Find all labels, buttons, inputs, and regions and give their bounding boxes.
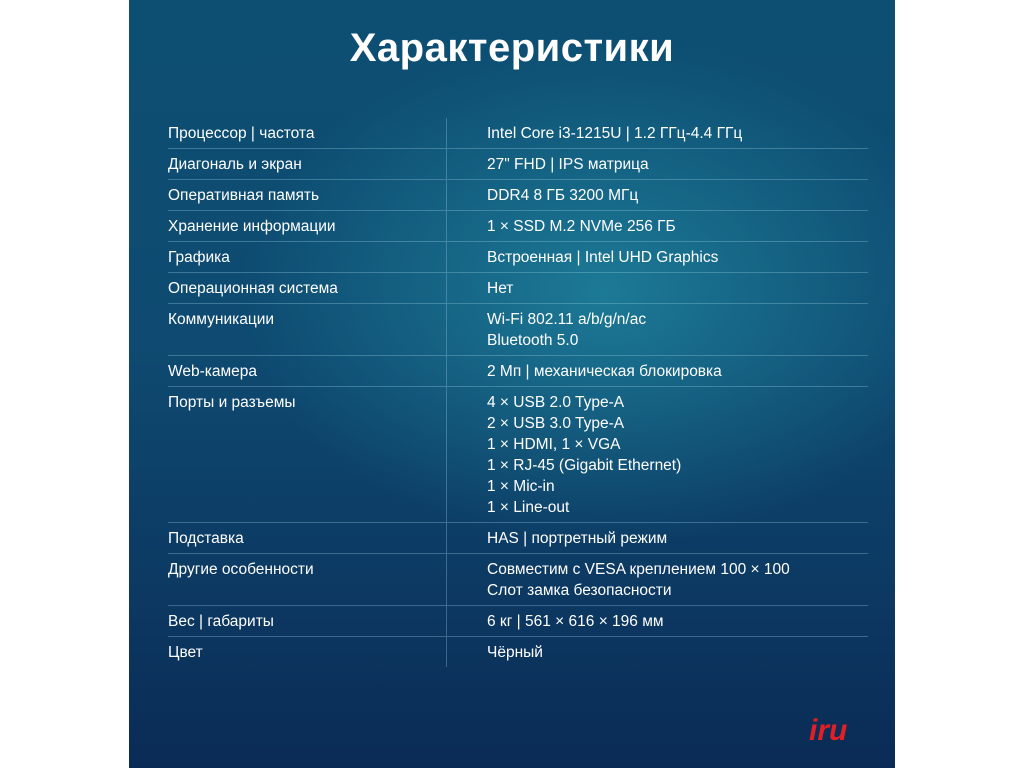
spec-value: Нет xyxy=(487,280,514,297)
spec-value: HAS | портретный режим xyxy=(487,530,668,547)
spec-values xyxy=(440,559,868,601)
spec-value: Bluetooth 5.0 xyxy=(487,332,579,349)
spec-values xyxy=(440,361,868,382)
spec-values xyxy=(440,123,868,144)
spec-row xyxy=(168,554,868,606)
spec-label: Коммуникации xyxy=(168,311,275,328)
spec-row xyxy=(168,242,868,273)
column-divider xyxy=(446,606,447,636)
spec-label: Цвет xyxy=(168,644,203,661)
spec-values xyxy=(440,154,868,175)
spec-label: Графика xyxy=(168,249,230,266)
spec-values xyxy=(440,528,868,549)
spec-label: Подставка xyxy=(168,530,244,547)
spec-value: Встроенная | Intel UHD Graphics xyxy=(487,249,719,266)
logo-text: iru xyxy=(809,714,848,742)
spec-label: Оперативная память xyxy=(168,187,320,204)
spec-value: Совместим с VESA креплением 100 × 100 xyxy=(487,561,790,578)
column-divider xyxy=(446,304,447,355)
spec-value: 4 × USB 2.0 Type-A xyxy=(487,394,625,411)
spec-value: Чёрный xyxy=(487,644,543,661)
spec-row xyxy=(168,118,868,149)
spec-value: 27" FHD | IPS матрица xyxy=(487,156,649,173)
spec-values xyxy=(440,392,868,518)
spec-values xyxy=(440,247,868,268)
spec-value: 1 × SSD M.2 NVMe 256 ГБ xyxy=(487,218,676,235)
column-divider xyxy=(446,387,447,522)
spec-value: 1 × Line-out xyxy=(487,499,570,516)
spec-label: Другие особенности xyxy=(168,561,314,578)
spec-label: Вес | габариты xyxy=(168,613,274,630)
spec-row xyxy=(168,523,868,554)
column-divider xyxy=(446,356,447,386)
spec-row xyxy=(168,606,868,637)
spec-values xyxy=(440,642,868,663)
spec-panel xyxy=(129,0,895,768)
spec-row xyxy=(168,387,868,523)
spec-row xyxy=(168,304,868,356)
spec-row xyxy=(168,149,868,180)
spec-values xyxy=(440,278,868,299)
spec-value: 1 × Mic-in xyxy=(487,478,555,495)
spec-value: 2 Мп | механическая блокировка xyxy=(487,363,722,380)
spec-value: 2 × USB 3.0 Type-A xyxy=(487,415,625,432)
spec-label: Операционная система xyxy=(168,280,338,297)
spec-table xyxy=(168,118,868,667)
spec-values xyxy=(440,309,868,351)
spec-values xyxy=(440,216,868,237)
iru-logo xyxy=(807,714,869,742)
column-divider xyxy=(446,637,447,667)
spec-value: 1 × HDMI, 1 × VGA xyxy=(487,436,621,453)
column-divider xyxy=(446,118,447,148)
spec-row xyxy=(168,211,868,242)
spec-value: Wi-Fi 802.11 a/b/g/n/ac xyxy=(487,311,647,328)
column-divider xyxy=(446,149,447,179)
spec-value: Intel Core i3-1215U | 1.2 ГГц-4.4 ГГц xyxy=(487,125,743,142)
column-divider xyxy=(446,523,447,553)
spec-value: 1 × RJ-45 (Gigabit Ethernet) xyxy=(487,457,682,474)
spec-row xyxy=(168,180,868,211)
column-divider xyxy=(446,180,447,210)
spec-label: Диагональ и экран xyxy=(168,156,302,173)
column-divider xyxy=(446,554,447,605)
column-divider xyxy=(446,242,447,272)
spec-value: 6 кг | 561 × 616 × 196 мм xyxy=(487,613,664,630)
column-divider xyxy=(446,273,447,303)
spec-label: Web-камера xyxy=(168,363,258,380)
spec-row xyxy=(168,356,868,387)
spec-values xyxy=(440,185,868,206)
spec-label: Процессор | частота xyxy=(168,125,315,142)
spec-row xyxy=(168,637,868,667)
spec-value: Слот замка безопасности xyxy=(487,582,672,599)
spec-values xyxy=(440,611,868,632)
spec-label: Порты и разъемы xyxy=(168,394,296,411)
spec-row xyxy=(168,273,868,304)
page-title: Характеристики xyxy=(349,26,675,70)
spec-value: DDR4 8 ГБ 3200 МГц xyxy=(487,187,639,204)
spec-label: Хранение информации xyxy=(168,218,336,235)
column-divider xyxy=(446,211,447,241)
